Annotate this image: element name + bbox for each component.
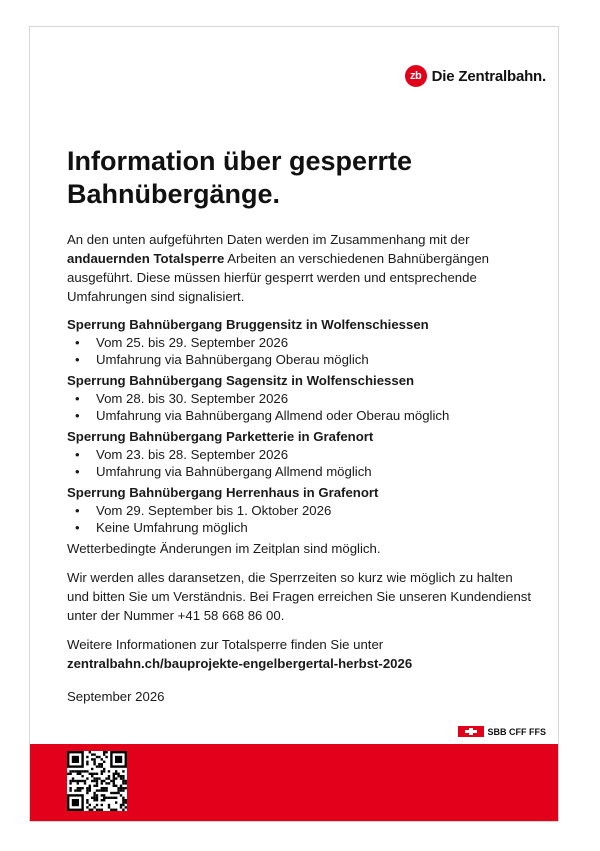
- main-content: [67, 145, 536, 706]
- list-item: • Umfahrung via Bahnübergang Allmend möglich: [67, 463, 536, 480]
- intro-bold: andauernden Totalsperre: [67, 251, 225, 266]
- section-title: Sperrung Bahnübergang Parketterie in Grafenort: [67, 429, 374, 444]
- publication-date: September 2026: [67, 689, 165, 704]
- closure-section: [67, 427, 536, 480]
- title-line-1: Information über gesperrte: [67, 146, 413, 176]
- info-link[interactable]: zentralbahn.ch/bauprojekte-engelbergertal-herbst-2026: [67, 656, 413, 671]
- closure-section: [67, 315, 536, 368]
- sbb-logo-text: SBB CFF FFS: [487, 726, 546, 737]
- closure-list: [67, 502, 536, 536]
- zb-logo-icon: zb: [405, 65, 427, 87]
- list-item: • Umfahrung via Bahnübergang Oberau möglich: [67, 351, 536, 368]
- list-item: • Umfahrung via Bahnübergang Allmend oder Oberau möglich: [67, 407, 536, 424]
- closure-section: [67, 483, 536, 536]
- closure-list: [67, 334, 536, 368]
- closure-list: [67, 390, 536, 424]
- page-title: [67, 145, 536, 211]
- section-title: Sperrung Bahnübergang Bruggensitz in Wolfenschiessen: [67, 317, 429, 332]
- poster-page: [29, 26, 559, 822]
- zentralbahn-logo: [405, 65, 546, 87]
- qr-code-graphic: [67, 751, 127, 811]
- list-item: • Keine Umfahrung möglich: [67, 519, 536, 536]
- section-title: Sperrung Bahnübergang Sagensitz in Wolfenschiessen: [67, 373, 415, 388]
- list-item: • Vom 28. bis 30. September 2026: [67, 390, 536, 407]
- list-item: • Vom 23. bis 28. September 2026: [67, 446, 536, 463]
- qr-code-icon[interactable]: [67, 751, 127, 811]
- list-item: • Vom 29. September bis 1. Oktober 2026: [67, 502, 536, 519]
- list-item: • Vom 25. bis 29. September 2026: [67, 334, 536, 351]
- title-line-2: Bahnübergänge.: [67, 179, 281, 209]
- logo-text: Die Zentralbahn.: [431, 67, 546, 85]
- sbb-logo: [458, 726, 547, 737]
- section-title: Sperrung Bahnübergang Herrenhaus in Grafenort: [67, 485, 379, 500]
- apology-paragraph: Wir werden alles daransetzen, die Sperrzeiten so kurz wie möglich zu halten und bitten Sie um Verständnis. Bei Fragen erreichen Sie unseren Kundendienst unter der Nummer +41 58 668 86 00.: [67, 570, 532, 623]
- closure-section: [67, 371, 536, 424]
- intro-paragraph: An den unten aufgeführten Daten werden im Zusammenhang mit der andauernden Totalsperre Arbeiten an verschiedenen Bahnübergängen ausgeführt. Diese müssen hierfür gesperrt werden und entsprechende Umfahrungen sind signalisiert.: [67, 232, 490, 304]
- weather-note: Wetterbedingte Änderungen im Zeitplan sind möglich.: [67, 541, 381, 556]
- closure-list: [67, 446, 536, 480]
- more-info-text: Weitere Informationen zur Totalsperre finden Sie unter: [67, 637, 384, 652]
- sbb-arrow-icon: [458, 726, 484, 737]
